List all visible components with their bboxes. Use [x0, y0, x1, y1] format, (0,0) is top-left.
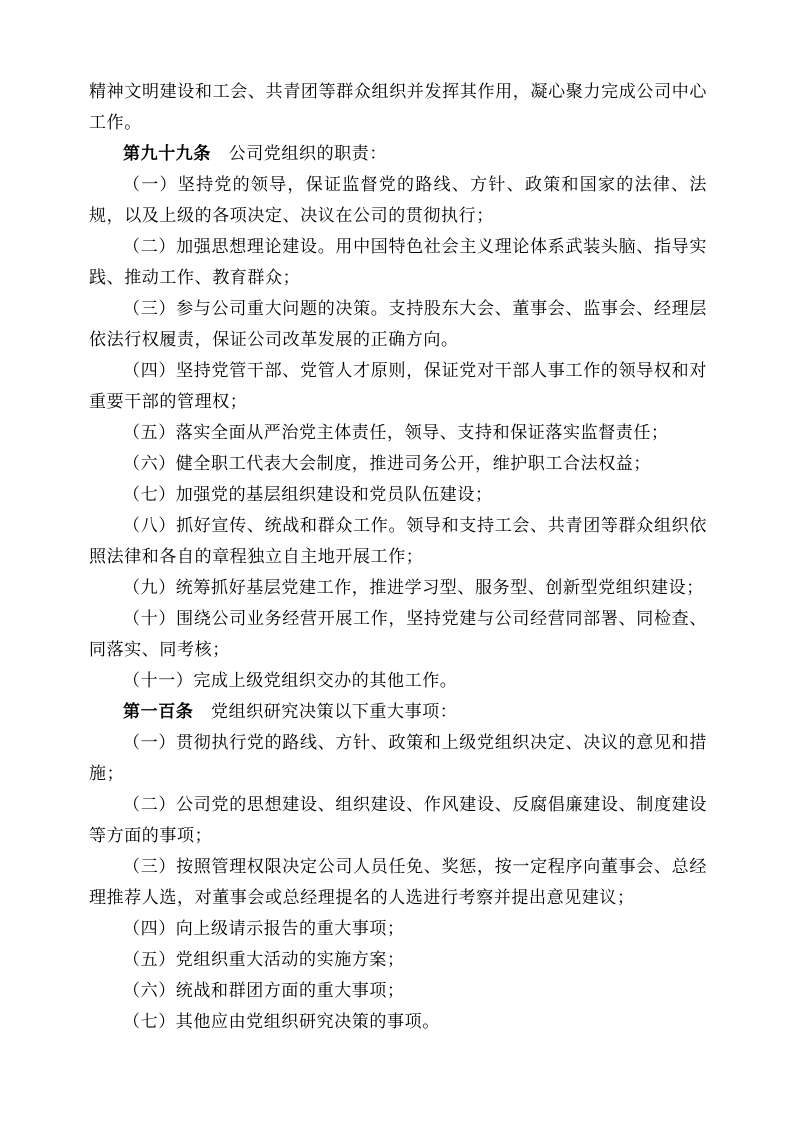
- article-number: 第一百条: [123, 702, 194, 721]
- paragraph: [89, 944, 707, 975]
- paragraph: [89, 665, 707, 696]
- paragraph: [89, 603, 707, 665]
- paragraph-text: （四）向上级请示报告的重大事项；: [123, 919, 405, 938]
- paragraph: [89, 479, 707, 510]
- paragraph: [89, 355, 707, 417]
- document-body: [89, 76, 707, 1037]
- paragraph-text: （十一）完成上级党组织交办的其他工作。: [123, 671, 458, 690]
- paragraph: [89, 231, 707, 293]
- paragraph-text: （七）其他应由党组织研究决策的事项。: [123, 1012, 440, 1031]
- paragraph-text: 公司党组织的职责：: [211, 144, 387, 163]
- paragraph: [89, 975, 707, 1006]
- paragraph: [89, 510, 707, 572]
- paragraph-text: （五）党组织重大活动的实施方案；: [123, 950, 405, 969]
- article-number: 第九十九条: [123, 144, 211, 163]
- paragraph: [89, 789, 707, 851]
- paragraph-text: （五）落实全面从严治党主体责任，领导、支持和保证落实监督责任；: [123, 423, 669, 442]
- paragraph-text: （四）坚持党管干部、党管人才原则，保证党对干部人事工作的领导权和对重要干部的管理权；: [89, 361, 707, 411]
- paragraph-text: （八）抓好宣传、统战和群众工作。领导和支持工会、共青团等群众组织依照法律和各自的章程独立自主地开展工作；: [89, 516, 707, 566]
- paragraph-text: （一）坚持党的领导，保证监督党的路线、方针、政策和国家的法律、法规，以及上级的各项决定、决议在公司的贯彻执行；: [89, 175, 707, 225]
- paragraph: [89, 76, 707, 138]
- article-heading: [89, 696, 707, 727]
- paragraph-text: （七）加强党的基层组织建设和党员队伍建设；: [123, 485, 493, 504]
- paragraph-text: （二）公司党的思想建设、组织建设、作风建设、反腐倡廉建设、制度建设等方面的事项；: [89, 795, 707, 845]
- paragraph-text: （十）围绕公司业务经营开展工作，坚持党建与公司经营同部署、同检查、同落实、同考核；: [89, 609, 707, 659]
- paragraph-text: （三）参与公司重大问题的决策。支持股东大会、董事会、监事会、经理层依法行权履责，保证公司改革发展的正确方向。: [89, 299, 707, 349]
- paragraph: [89, 169, 707, 231]
- paragraph: [89, 293, 707, 355]
- paragraph-text: （一）贯彻执行党的路线、方针、政策和上级党组织决定、决议的意见和措施；: [89, 733, 707, 783]
- paragraph: [89, 913, 707, 944]
- paragraph: [89, 727, 707, 789]
- paragraph-text: （六）统战和群团方面的重大事项；: [123, 981, 405, 1000]
- paragraph-text: 精神文明建设和工会、共青团等群众组织并发挥其作用，凝心聚力完成公司中心工作。: [89, 82, 707, 132]
- paragraph-text: （二）加强思想理论建设。用中国特色社会主义理论体系武装头脑、指导实践、推动工作、教育群众；: [89, 237, 707, 287]
- paragraph-text: （六）健全职工代表大会制度，推进司务公开，维护职工合法权益；: [123, 454, 651, 473]
- paragraph: [89, 1006, 707, 1037]
- paragraph: [89, 417, 707, 448]
- paragraph-text: （三）按照管理权限决定公司人员任免、奖惩，按一定程序向董事会、总经理推荐人选，对董事会或总经理提名的人选进行考察并提出意见建议；: [89, 857, 707, 907]
- paragraph: [89, 448, 707, 479]
- paragraph: [89, 851, 707, 913]
- paragraph-text: 党组织研究决策以下重大事项：: [193, 702, 458, 721]
- paragraph: [89, 572, 707, 603]
- article-heading: [89, 138, 707, 169]
- paragraph-text: （九）统筹抓好基层党建工作，推进学习型、服务型、创新型党组织建设；: [123, 578, 704, 597]
